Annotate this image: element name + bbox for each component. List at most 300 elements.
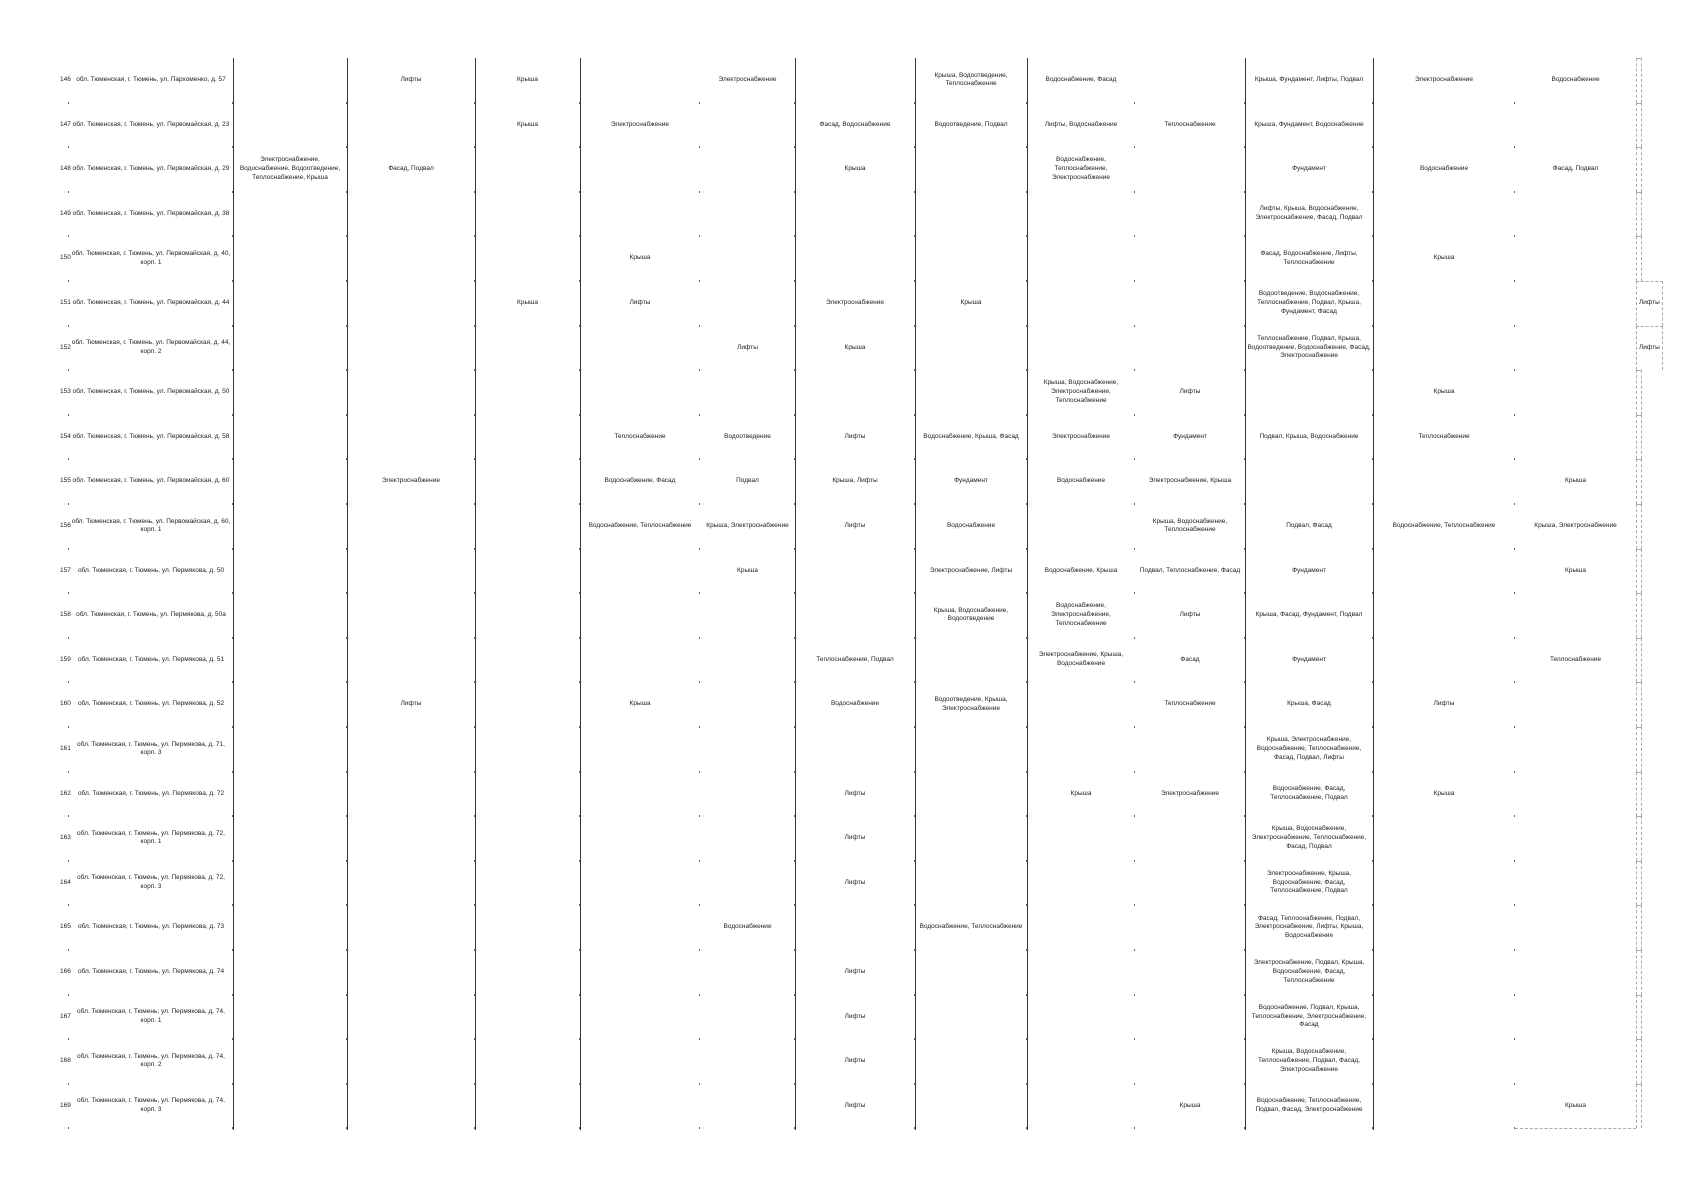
works-cell: Лифты: [844, 1057, 866, 1065]
works-cell: [1027, 995, 1135, 1040]
works-cell: Электроснабжение: [718, 75, 777, 83]
works-cell: [700, 281, 795, 326]
works-cell: [1027, 727, 1135, 772]
address-cell: обл. Тюменская, г. Тюмень, ул. Первомайская, д. 38: [72, 209, 230, 217]
row-number: 169: [60, 1101, 71, 1109]
works-cell: [1515, 236, 1636, 281]
last-column-cell: [1636, 905, 1642, 950]
works-cell: [233, 772, 347, 817]
works-cell: [915, 727, 1027, 772]
works-cell: [700, 995, 795, 1040]
address-cell: обл. Тюменская, г. Тюмень, ул. Пермякова, д. 51: [77, 655, 225, 663]
grid-tick: [68, 1127, 69, 1129]
works-cell: [1373, 861, 1515, 906]
last-column-cell: [1636, 147, 1642, 192]
works-cell: [347, 103, 475, 148]
address-cell: обл. Тюменская, г. Тюмень, ул. Пермякова, д. 74, корп. 3: [77, 1097, 225, 1114]
works-cell: [233, 281, 347, 326]
works-cell: Водоснабжение: [723, 923, 772, 931]
address-cell: обл. Тюменская, г. Тюмень, ул. Первомайская, д. 58: [72, 432, 230, 440]
works-cell: [1373, 326, 1515, 371]
address-cell: обл. Тюменская, г. Тюмень, ул. Пермякова, д. 50: [77, 566, 225, 574]
works-cell: [233, 1084, 347, 1129]
works-cell: Водоснабжение, Фасад, Теплоснабжение, Подвал: [1270, 785, 1348, 801]
last-column-cell: [1636, 459, 1642, 504]
row-number: 156: [60, 521, 71, 529]
works-cell: Фундамент: [1292, 566, 1326, 574]
works-cell: [475, 236, 580, 281]
works-cell: [233, 103, 347, 148]
works-cell: Фасад, Теплоснабжение, Подвал, Электроснабжение, Лифты, Крыша, Водоснабжение: [1254, 914, 1364, 940]
works-cell: [233, 58, 347, 103]
works-cell: Крыша: [517, 75, 538, 83]
works-cell: [1515, 772, 1636, 817]
works-cell: Водоснабжение: [830, 700, 880, 708]
works-cell: [580, 326, 700, 371]
works-cell: [233, 236, 347, 281]
row-number: 147: [60, 120, 71, 128]
row-number: 152: [60, 343, 71, 351]
works-cell: Лифты: [629, 298, 651, 306]
works-cell: [1515, 995, 1636, 1040]
grid-tick: [1244, 1127, 1245, 1129]
works-cell: [700, 370, 795, 415]
grid-tick: [579, 1127, 580, 1129]
works-cell: Водоснабжение, Электроснабжение, Теплоснабжение: [1051, 602, 1111, 627]
works-cell: [700, 147, 795, 192]
works-cell: [1515, 861, 1636, 906]
works-cell: Фасад: [1180, 655, 1200, 663]
row-number: 161: [60, 744, 71, 752]
works-cell: [347, 326, 475, 371]
works-cell: [580, 192, 700, 237]
works-cell: [580, 147, 700, 192]
grid-tick: [1372, 1127, 1373, 1129]
works-cell: [233, 950, 347, 995]
works-cell: [580, 638, 700, 683]
works-cell: Водоснабжение, Теплоснабжение, Электроснабжение: [1052, 156, 1110, 181]
row-number: 148: [60, 165, 71, 173]
works-cell: [1135, 281, 1245, 326]
works-cell: Крыша: [629, 254, 651, 262]
works-cell: Крыша, Электроснабжение: [1534, 521, 1617, 529]
works-cell: [1027, 1084, 1135, 1129]
works-cell: [915, 192, 1027, 237]
row-number: 162: [60, 789, 71, 797]
row-number: 165: [60, 923, 71, 931]
last-column-cell: [1636, 727, 1642, 772]
works-cell: [233, 326, 347, 371]
row-number: 163: [60, 834, 71, 842]
works-cell: [347, 995, 475, 1040]
works-cell: [1373, 459, 1515, 504]
works-cell: Теплоснабжение: [614, 432, 666, 440]
works-cell: [1373, 192, 1515, 237]
works-cell: [795, 727, 915, 772]
works-cell: Водоснабжение, Теплоснабжение: [1392, 521, 1496, 529]
works-cell: Водоснабжение: [946, 521, 996, 529]
row-number: 159: [60, 655, 71, 663]
works-cell: [1373, 727, 1515, 772]
last-column-cell: [1636, 1039, 1642, 1084]
works-cell: [700, 1084, 795, 1129]
works-cell: Крыша: [1565, 477, 1586, 485]
works-cell: [347, 772, 475, 817]
works-cell: Крыша: [1433, 388, 1455, 396]
works-cell: [700, 103, 795, 148]
works-cell: [1515, 281, 1636, 326]
works-cell: Лифты: [844, 967, 866, 975]
works-cell: [580, 861, 700, 906]
works-cell: [347, 816, 475, 861]
works-cell: Крыша, Водоснабжение, Теплоснабжение, Подвал, Фасад, Электроснабжение: [1257, 1048, 1361, 1073]
row-number: 153: [60, 388, 71, 396]
last-column-cell: [1636, 995, 1642, 1040]
works-cell: [347, 236, 475, 281]
last-column-cell: [1636, 504, 1642, 549]
works-cell: [1135, 1039, 1245, 1084]
spreadsheet-page: [55, 58, 1660, 1128]
works-cell: [1373, 1039, 1515, 1084]
works-cell: [475, 772, 580, 817]
grid-tick: [1134, 1127, 1135, 1129]
works-cell: [700, 593, 795, 638]
address-cell: обл. Тюменская, г. Тюмень, ул. Первомайская, д. 44, корп. 2: [71, 339, 231, 355]
works-cell: Электроснабжение: [382, 477, 440, 485]
works-cell: [700, 861, 795, 906]
works-cell: [475, 816, 580, 861]
works-cell: Крыша: [737, 566, 758, 574]
works-cell: [233, 727, 347, 772]
works-cell: [1515, 1039, 1636, 1084]
works-cell: [347, 905, 475, 950]
works-cell: Водоснабжение, Теплоснабжение: [588, 521, 692, 529]
works-cell: [1515, 415, 1636, 460]
works-cell: [475, 593, 580, 638]
works-cell: [1027, 861, 1135, 906]
works-cell: [700, 816, 795, 861]
works-cell: [1245, 459, 1373, 504]
works-cell: Электроснабжение: [611, 120, 669, 128]
grid-tick: [474, 1127, 475, 1129]
works-cell: [347, 638, 475, 683]
works-cell: [475, 549, 580, 594]
works-cell: [233, 638, 347, 683]
last-column-cell: [1636, 415, 1642, 460]
works-cell: [233, 192, 347, 237]
works-cell: [580, 772, 700, 817]
works-cell: [1027, 281, 1135, 326]
works-cell: Теплоснабжение, Подвал, Крыша, Водоотведение, Водоснабжение, Фасад, Электроснабжение: [1247, 334, 1371, 360]
works-cell: [700, 772, 795, 817]
works-cell: Электроснабжение: [1052, 432, 1110, 440]
works-cell: [1027, 950, 1135, 995]
works-cell: Крыша: [1179, 1101, 1201, 1109]
works-cell: [700, 682, 795, 727]
works-cell: Электроснабжение: [1161, 789, 1219, 797]
works-cell: Электроснабжение, Водоснабжение, Водоотведение, Теплоснабжение, Крыша: [239, 156, 341, 181]
works-cell: [1027, 1039, 1135, 1084]
works-cell: [1515, 593, 1636, 638]
works-cell: [475, 905, 580, 950]
works-cell: Лифты, Водоснабжение: [1044, 120, 1118, 128]
works-cell: [915, 1084, 1027, 1129]
works-cell: [1515, 905, 1636, 950]
works-cell: [700, 950, 795, 995]
works-cell: Водоснабжение, Фасад: [1045, 75, 1117, 83]
grid-tick: [794, 1127, 795, 1129]
works-cell: Лифты: [844, 789, 866, 797]
last-column-cell: [1636, 370, 1642, 415]
works-cell: Водоснабжение: [1056, 477, 1106, 485]
works-cell: Лифты: [844, 834, 866, 842]
works-cell: Электроснабжение, Подвал, Крыша, Водоснабжение, Фасад, Теплоснабжение: [1253, 959, 1365, 984]
works-cell: Фундамент: [954, 477, 988, 485]
works-cell: [700, 1039, 795, 1084]
works-cell: [1027, 504, 1135, 549]
works-cell: [347, 950, 475, 995]
works-cell: Подвал, Фасад: [1286, 521, 1332, 529]
address-cell: обл. Тюменская, г. Тюмень, ул. Пермякова, д. 72: [77, 789, 225, 797]
works-cell: Лифты: [844, 1012, 866, 1020]
works-cell: Крыша, Лифты: [832, 477, 878, 485]
works-cell: [700, 727, 795, 772]
works-cell: [915, 1039, 1027, 1084]
address-cell: обл. Тюменская, г. Тюмень, ул. Первомайская, д. 40, корп. 1: [71, 249, 231, 266]
works-cell: [580, 995, 700, 1040]
row-number: 167: [60, 1012, 71, 1020]
works-cell: [580, 549, 700, 594]
works-cell: [915, 816, 1027, 861]
works-cell: [795, 236, 915, 281]
row-number: 154: [60, 432, 71, 440]
works-cell: [580, 727, 700, 772]
works-cell: Крыша: [844, 343, 866, 351]
address-cell: обл. Тюменская, г. Тюмень, ул. Первомайская, д. 29: [72, 165, 230, 173]
works-cell: [475, 1084, 580, 1129]
works-cell: [580, 905, 700, 950]
works-cell: [347, 727, 475, 772]
works-cell: [580, 370, 700, 415]
works-cell: [1515, 326, 1636, 371]
works-cell: [1515, 192, 1636, 237]
grid-tick: [232, 1127, 233, 1129]
works-cell: [475, 861, 580, 906]
works-cell: Водоснабжение, Крыша: [1044, 566, 1118, 574]
works-cell: [915, 147, 1027, 192]
works-cell: [915, 236, 1027, 281]
last-column-cell: [1636, 816, 1642, 861]
works-cell: [1515, 103, 1636, 148]
works-cell: Электроснабжение, Лифты: [929, 566, 1013, 574]
works-cell: Электроснабжение, Крыша, Водоснабжение: [1038, 651, 1124, 668]
grid-tick: [699, 1127, 700, 1129]
works-cell: [475, 415, 580, 460]
works-cell: Фундамент: [1173, 432, 1207, 440]
works-cell: [233, 816, 347, 861]
works-cell: [1373, 816, 1515, 861]
works-cell: Крыша: [517, 120, 538, 128]
address-cell: обл. Тюменская, г. Тюмень, ул. Пархоменко, д. 57: [76, 75, 226, 83]
works-cell: Крыша, Электроснабжение, Водоснабжение, Теплоснабжение, Фасад, Подвал, Лифты: [1256, 736, 1362, 761]
row-number: 160: [60, 700, 71, 708]
address-cell: обл. Тюменская, г. Тюмень, ул. Пермякова, д. 50а: [76, 611, 226, 619]
last-column-cell: [1636, 58, 1642, 103]
works-cell: [700, 236, 795, 281]
address-cell: обл. Тюменская, г. Тюмень, ул. Первомайская, д. 60: [72, 477, 230, 485]
works-cell: [233, 905, 347, 950]
works-cell: Водоотведение: [724, 432, 771, 440]
works-cell: Водоснабжение, Фасад: [604, 477, 676, 485]
works-cell: [347, 593, 475, 638]
last-column-cell: [1636, 236, 1642, 281]
works-cell: [347, 192, 475, 237]
row-number: 166: [60, 967, 71, 975]
works-cell: [580, 816, 700, 861]
works-cell: Водоотведение, Крыша, Электроснабжение: [934, 695, 1008, 712]
works-cell: Крыша: [844, 165, 866, 173]
works-cell: Теплоснабжение: [1549, 655, 1602, 663]
works-cell: Крыша, Водоснабжение, Электроснабжение, Теплоснабжение: [1043, 379, 1119, 404]
works-cell: Лифты: [844, 521, 866, 529]
last-column-cell: [1636, 950, 1642, 995]
works-cell: [1373, 1084, 1515, 1129]
works-cell: [475, 459, 580, 504]
works-cell: Лифты: [844, 1101, 866, 1109]
works-cell: [347, 370, 475, 415]
row-number: 149: [60, 209, 71, 217]
address-cell: обл. Тюменская, г. Тюмень, ул. Первомайская, д. 50: [72, 388, 230, 396]
works-cell: [795, 192, 915, 237]
last-column-cell: [1636, 682, 1642, 727]
works-cell: [347, 549, 475, 594]
works-cell: Крыша, Водоснабжение, Электроснабжение, Теплоснабжение, Фасад, Подвал: [1251, 825, 1367, 850]
grid-tick: [914, 1127, 915, 1129]
works-cell: [1373, 950, 1515, 995]
works-cell: Водоснабжение, Теплоснабжение, Подвал, Фасад, Электроснабжение: [1255, 1097, 1363, 1114]
address-cell: обл. Тюменская, г. Тюмень, ул. Пермякова, д. 74, корп. 1: [77, 1008, 225, 1024]
row-number: 155: [60, 477, 71, 485]
works-cell: [233, 682, 347, 727]
works-cell: Крыша, Водоотведение, Теплоснабжение: [934, 71, 1008, 88]
row-number: 151: [60, 298, 71, 306]
works-cell: [915, 638, 1027, 683]
last-column-cell: Лифты: [1636, 281, 1663, 326]
last-column-cell: [1636, 192, 1642, 237]
row-number: 164: [60, 878, 71, 886]
works-cell: [1135, 950, 1245, 995]
works-cell: [475, 147, 580, 192]
address-cell: обл. Тюменская, г. Тюмень, ул. Первомайская, д. 44: [72, 298, 230, 306]
works-cell: [347, 1039, 475, 1084]
works-cell: [915, 950, 1027, 995]
works-cell: [1515, 370, 1636, 415]
address-cell: обл. Тюменская, г. Тюмень, ул. Пермякова, д. 52: [77, 700, 225, 708]
works-cell: [233, 549, 347, 594]
works-cell: [915, 995, 1027, 1040]
address-cell: обл. Тюменская, г. Тюмень, ул. Пермякова, д. 74: [77, 967, 225, 975]
works-cell: [1135, 905, 1245, 950]
works-cell: Электроснабжение: [1415, 75, 1473, 83]
works-cell: Фундамент: [1292, 165, 1326, 173]
works-cell: [475, 727, 580, 772]
address-cell: обл. Тюменская, г. Тюмень, ул. Первомайская, д. 23: [72, 120, 230, 128]
works-cell: [233, 593, 347, 638]
works-cell: [1373, 995, 1515, 1040]
grid-tick: [346, 1127, 347, 1129]
works-cell: [1027, 682, 1135, 727]
works-cell: [475, 192, 580, 237]
works-cell: [1027, 905, 1135, 950]
works-cell: Крыша, Фасад: [1287, 700, 1331, 708]
works-cell: Крыша: [517, 298, 538, 306]
works-cell: Крыша: [960, 298, 982, 306]
works-cell: Электроснабжение: [826, 298, 884, 306]
works-cell: [1135, 816, 1245, 861]
works-cell: [475, 638, 580, 683]
works-cell: [580, 58, 700, 103]
works-cell: [1135, 326, 1245, 371]
works-cell: [347, 504, 475, 549]
works-cell: [580, 1039, 700, 1084]
last-column-cell: [1636, 861, 1642, 906]
works-cell: [475, 326, 580, 371]
works-cell: [1135, 236, 1245, 281]
works-cell: [475, 370, 580, 415]
works-cell: [475, 682, 580, 727]
works-cell: [795, 549, 915, 594]
works-cell: [233, 504, 347, 549]
works-cell: Лифты: [400, 75, 422, 83]
works-cell: Лифты: [1179, 611, 1201, 619]
works-cell: Фасад, Подвал: [1552, 165, 1599, 173]
works-cell: Водоотведение, Водоснабжение, Теплоснабжение, Подвал, Крыша, Фундамент, Фасад: [1257, 290, 1361, 315]
works-cell: [1515, 816, 1636, 861]
works-cell: Подвал: [736, 477, 759, 485]
works-cell: Крыша: [1433, 789, 1455, 797]
grid-tick: [1026, 1127, 1027, 1129]
works-cell: [915, 861, 1027, 906]
works-cell: [1027, 236, 1135, 281]
works-cell: [233, 1039, 347, 1084]
works-cell: Теплоснабжение, Подвал: [816, 655, 894, 663]
works-cell: [347, 281, 475, 326]
works-cell: [1515, 950, 1636, 995]
works-cell: [915, 772, 1027, 817]
works-cell: Водоснабжение, Теплоснабжение: [919, 923, 1023, 931]
works-cell: Крыша: [1565, 1101, 1586, 1109]
works-cell: Водоснабжение, Крыша, Фасад: [923, 432, 1019, 440]
works-cell: [475, 950, 580, 995]
row-number: 150: [60, 254, 71, 262]
works-cell: [1135, 861, 1245, 906]
works-cell: Крыша: [1070, 789, 1092, 797]
works-cell: Водоотведение, Подвал: [934, 120, 1008, 128]
works-cell: [1027, 326, 1135, 371]
works-cell: [1135, 192, 1245, 237]
works-cell: [795, 905, 915, 950]
address-cell: обл. Тюменская, г. Тюмень, ул. Пермякова, д. 74, корп. 2: [77, 1052, 225, 1069]
works-cell: Водоснабжение: [1419, 165, 1469, 173]
works-cell: Лифты: [844, 878, 866, 886]
works-cell: [1135, 147, 1245, 192]
works-cell: Теплоснабжение: [1164, 700, 1216, 708]
row-number: 158: [60, 611, 71, 619]
works-cell: [347, 1084, 475, 1129]
last-column-cell: [1636, 549, 1642, 594]
works-cell: [475, 504, 580, 549]
works-cell: [795, 593, 915, 638]
